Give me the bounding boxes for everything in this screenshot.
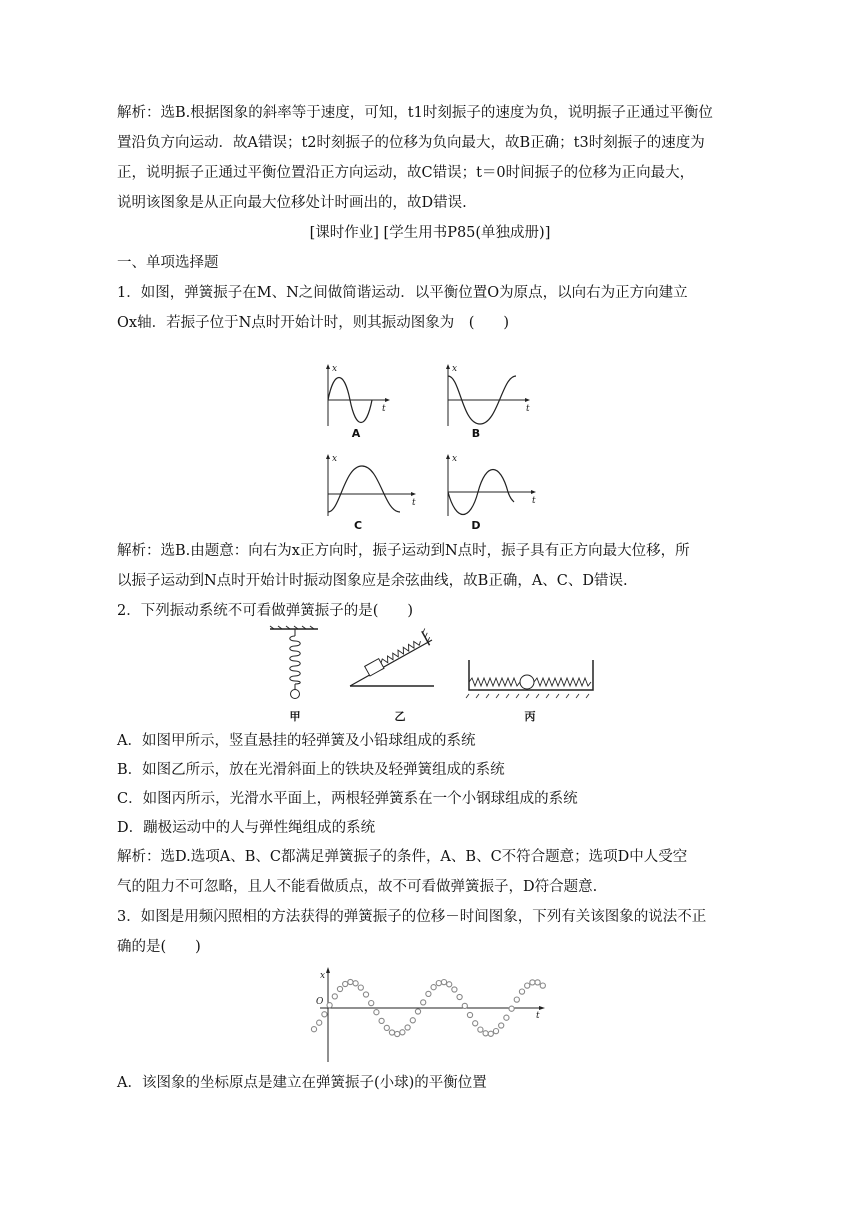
strobe-dot (509, 1006, 514, 1011)
graph-label: D (471, 519, 481, 532)
question-1-stem: Ox轴．若振子位于N点时开始计时，则其振动图象为 ( ) (117, 315, 510, 331)
strobe-dot (353, 981, 358, 986)
axis-label-x: x (452, 454, 458, 464)
y-axis-arrow (446, 454, 450, 459)
question-2-stem: 2．下列振动系统不可看做弹簧振子的是( ) (117, 603, 414, 619)
y-axis-arrow (326, 967, 330, 973)
strobe-dot (415, 1009, 420, 1014)
strobe-dot (405, 1025, 410, 1030)
homework-header: [课时作业] [学生用书P85(单独成册)] (309, 225, 551, 241)
strobe-dot (535, 980, 540, 985)
incline-spring (380, 639, 422, 666)
strobe-dot (379, 1018, 384, 1023)
strobe-dot (389, 1030, 394, 1035)
figure-label: 丙 (524, 710, 536, 723)
strobe-dot (374, 1010, 379, 1015)
strobe-dot (525, 983, 530, 988)
y-axis-arrow (326, 364, 330, 369)
strobe-dot (426, 991, 431, 996)
axis-label-x: x (320, 971, 326, 981)
iron-block (365, 659, 384, 676)
graph-label: C (353, 519, 363, 532)
section-title: 一、单项选择题 (117, 255, 219, 271)
strobe-dot (457, 994, 462, 999)
strobe-dot (369, 1001, 374, 1006)
strobe-graph (310, 966, 550, 1062)
lead-ball (291, 690, 300, 699)
option-d: D．蹦极运动中的人与弹性绳组成的系统 (117, 820, 376, 836)
axis-label-t: t (536, 1011, 540, 1021)
question-3-stem: 确的是( ) (117, 939, 201, 955)
strobe-dot (514, 997, 519, 1002)
strobe-dot (462, 1003, 467, 1008)
ground-hatch (466, 694, 589, 698)
strobe-dot (322, 1012, 327, 1017)
axis-label-t: t (526, 404, 530, 414)
x-axis-arrow (411, 492, 416, 496)
y-axis-arrow (446, 364, 450, 369)
strobe-dot (504, 1015, 509, 1020)
figure-label: 甲 (289, 710, 301, 723)
strobe-dot (478, 1027, 483, 1032)
option-b: B．如图乙所示，放在光滑斜面上的铁块及轻弹簧组成的系统 (117, 762, 505, 778)
strobe-dot (395, 1031, 400, 1036)
strobe-dot (452, 987, 457, 992)
strobe-dot (441, 980, 446, 985)
figure-bing (466, 660, 596, 698)
strobe-dot (431, 985, 436, 990)
analysis-line: 说明该图象是从正向最大位移处计时画出的，故D错误. (117, 195, 467, 211)
x-axis-arrow (385, 398, 390, 402)
strobe-dot (343, 981, 348, 986)
question-1-stem: 1．如图，弹簧振子在M、N之间做简谐运动．以平衡位置O为原点，以向右为正方向建立 (117, 285, 688, 301)
strobe-dot (540, 983, 545, 988)
analysis-line: 以振子运动到N点时开始计时振动图象应是余弦曲线，故B正确，A、C、D错误. (117, 573, 628, 589)
strobe-dot (317, 1020, 322, 1025)
vertical-spring (290, 636, 301, 684)
graph-d (440, 454, 538, 516)
strobe-dot (337, 986, 342, 991)
graph-label: B (471, 427, 481, 440)
origin-label: O (316, 997, 324, 1007)
analysis-line: 解析：选D.选项A、B、C都满足弹簧振子的条件，A、B、C不符合题意；选项D中人受空 (117, 849, 688, 865)
question-3-option-a: A．该图象的坐标原点是建立在弹簧振子(小球)的平衡位置 (117, 1075, 487, 1091)
strobe-dot (436, 981, 441, 986)
strobe-dot (327, 1003, 332, 1008)
graph-b (440, 364, 532, 426)
left-spring (469, 678, 520, 686)
strobe-dot (483, 1031, 488, 1036)
x-axis-arrow (539, 1006, 545, 1010)
figure-jia (270, 626, 318, 706)
figure-yi (348, 630, 440, 692)
axis-label-t: t (412, 498, 416, 508)
strobe-dot (384, 1025, 389, 1030)
strobe-dot (473, 1021, 478, 1026)
block-group (363, 628, 433, 677)
graph-a (320, 364, 392, 426)
axis-label-x: x (452, 364, 458, 374)
axis-label-t: t (532, 496, 536, 506)
x-axis-arrow (531, 490, 536, 494)
strobe-dot (311, 1027, 316, 1032)
figure-label: 乙 (394, 710, 406, 723)
strobe-dot (400, 1030, 405, 1035)
strobe-dot (421, 1000, 426, 1005)
option-c: C．如图丙所示，光滑水平面上，两根轻弹簧系在一个小钢球组成的系统 (117, 791, 578, 807)
axis-label-t: t (382, 404, 386, 414)
negative-cosine-curve (328, 466, 400, 512)
strobe-dot (410, 1018, 415, 1023)
strobe-dot (499, 1023, 504, 1028)
axis-label-x: x (332, 364, 338, 374)
analysis-line: 解析：选B.根据图象的斜率等于速度，可知，t1时刻振子的速度为负，说明振子正通过平衡位 (117, 105, 713, 121)
axis-label-x: x (332, 454, 338, 464)
strobe-dot (467, 1012, 472, 1017)
y-axis-arrow (326, 454, 330, 459)
right-spring (534, 678, 591, 686)
strobe-dot (358, 985, 363, 990)
question-3-stem: 3．如图是用频闪照相的方法获得的弹簧振子的位移－时间图象，下列有关该图象的说法不正 (117, 909, 707, 925)
strobe-dot (493, 1029, 498, 1034)
strobe-dot (519, 989, 524, 994)
steel-ball (520, 675, 534, 689)
strobe-dot (447, 982, 452, 987)
x-axis-arrow (525, 398, 530, 402)
graph-c (320, 454, 418, 516)
strobe-dot (332, 994, 337, 999)
incline (350, 640, 432, 686)
strobe-dot (530, 980, 535, 985)
analysis-line: 气的阻力不可忽略，且人不能看做质点，故不可看做弹簧振子，D符合题意. (117, 879, 598, 895)
analysis-line: 置沿负方向运动．故A错误；t2时刻振子的位移为负向最大，故B正确；t3时刻振子的速度为 (117, 135, 705, 151)
analysis-line: 正，说明振子正通过平衡位置沿正方向运动，故C错误；t＝0时间振子的位移为正向最大， (117, 165, 695, 181)
strobe-dot (348, 979, 353, 984)
analysis-line: 解析：选B.由题意：向右为x正方向时，振子运动到N点时，振子具有正方向最大位移，所 (117, 543, 690, 559)
graph-label: A (351, 427, 361, 440)
strobe-dot (363, 992, 368, 997)
strobe-dot (488, 1031, 493, 1036)
option-a: A．如图甲所示，竖直悬挂的轻弹簧及小铅球组成的系统 (117, 733, 476, 749)
